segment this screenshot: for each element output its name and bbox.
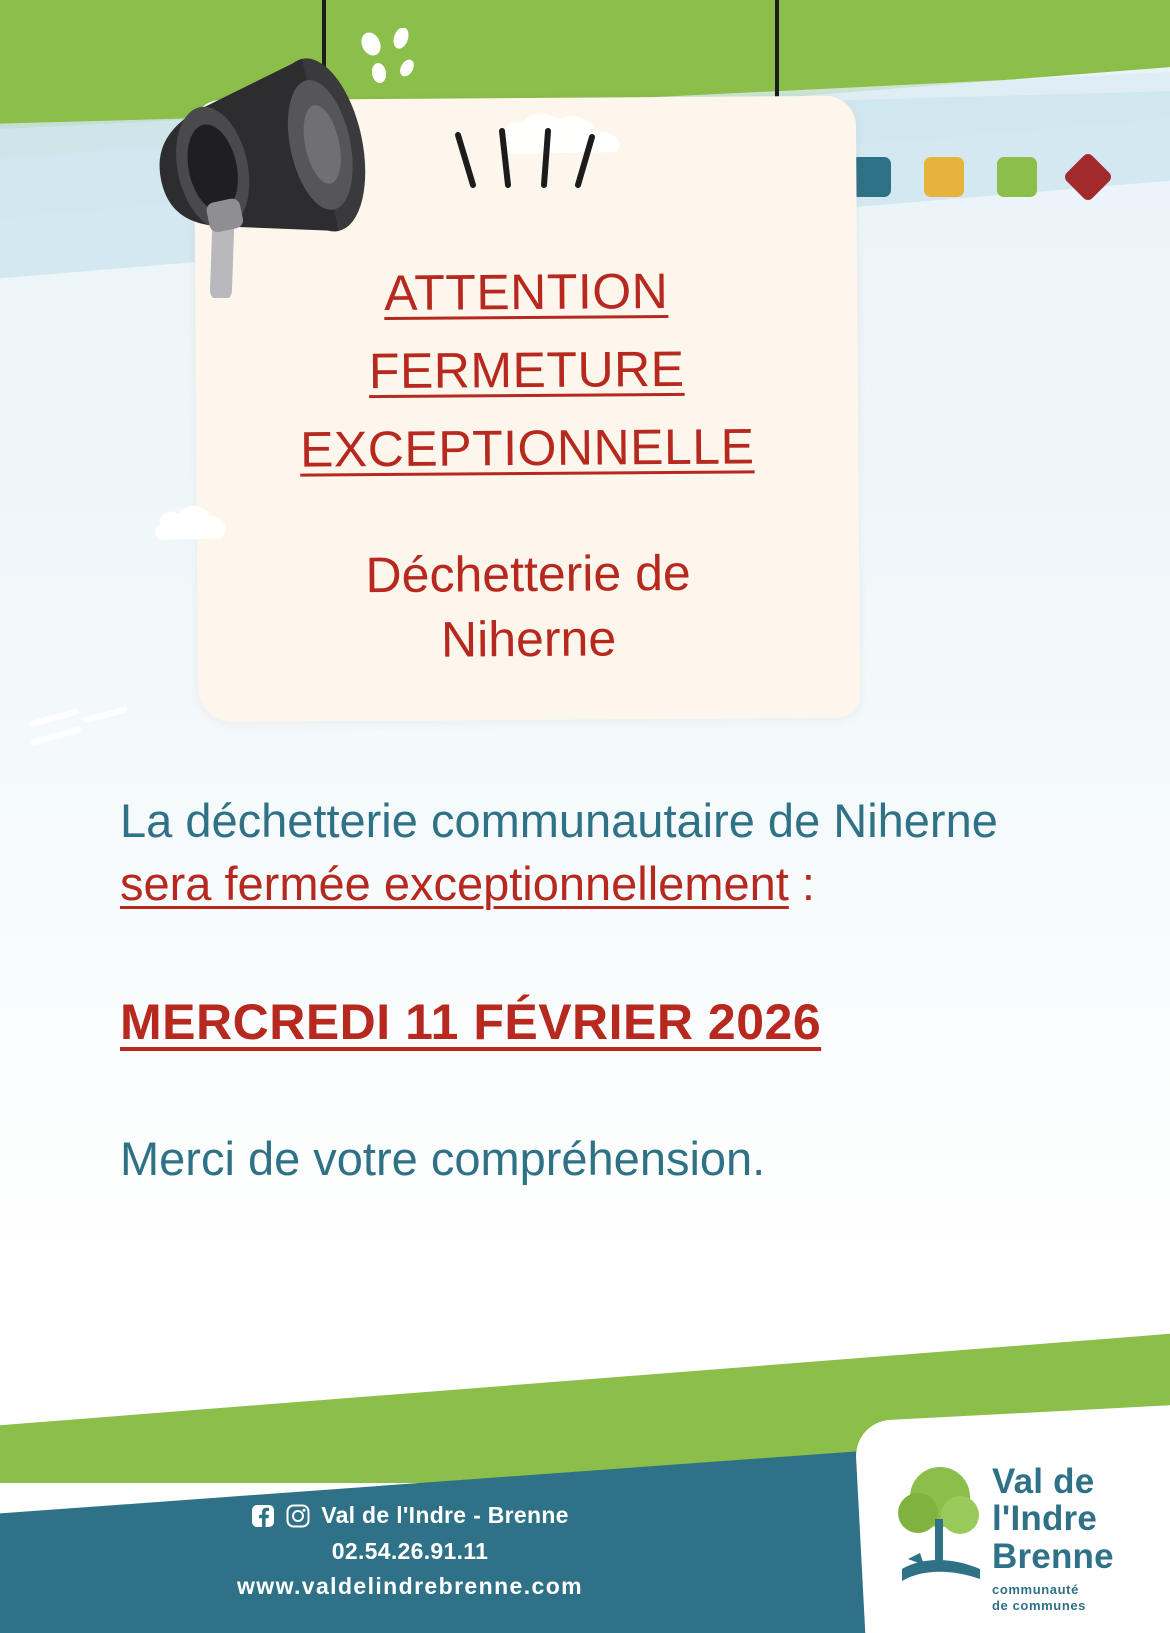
instagram-icon[interactable] — [286, 1504, 310, 1528]
closure-date: MERCREDI 11 FÉVRIER 2026 — [120, 994, 822, 1050]
megaphone-icon — [120, 48, 420, 298]
sound-rays-decoration — [440, 125, 630, 205]
card-subtitle-line-2: Niherne — [440, 610, 617, 668]
footer-website[interactable]: www.valdelindrebrenne.com — [236, 1573, 583, 1600]
logo-sub-line-1: communauté — [992, 1582, 1079, 1597]
logo-line-3: Brenne — [992, 1536, 1114, 1576]
logo-line-1: Val de — [992, 1462, 1095, 1501]
organization-logo — [880, 1439, 1150, 1619]
intro-highlight: sera fermée exceptionnellement — [120, 856, 789, 910]
cloud-decoration-left — [152, 500, 232, 544]
swatch-gold — [924, 157, 964, 197]
thanks-message: Merci de votre compréhension. — [120, 1132, 766, 1185]
footer-phone: 02.54.26.91.11 — [331, 1537, 489, 1564]
logo-line-2: l'Indre — [992, 1499, 1098, 1539]
intro-paragraph — [120, 790, 1060, 915]
logo-subtitle — [992, 1582, 1086, 1613]
swatch-green — [997, 157, 1037, 197]
color-swatches — [851, 157, 1106, 197]
footer-page-name: Val de l'Indre - Brenne — [321, 1502, 569, 1529]
intro-colon: : — [788, 856, 815, 910]
facebook-icon[interactable] — [251, 1504, 275, 1528]
footer — [0, 1498, 820, 1605]
logo-sub-line-2: de communes — [992, 1597, 1087, 1613]
tree-icon — [890, 1457, 990, 1597]
card-title-line-1: ATTENTION — [383, 263, 669, 321]
card-title-line-2: FERMETURE — [368, 340, 685, 400]
logo-wordmark — [992, 1463, 1114, 1575]
swatch-red-diamond — [1063, 152, 1114, 203]
swatch-teal — [851, 157, 891, 197]
dash-decoration — [24, 706, 134, 756]
body-text — [120, 790, 1060, 1186]
intro-part1: La déchetterie communautaire de Niherne — [120, 794, 998, 847]
card-title-line-3: EXCEPTIONNELLE — [299, 418, 755, 478]
card-subtitle-line-1: Déchetterie de — [365, 544, 691, 604]
